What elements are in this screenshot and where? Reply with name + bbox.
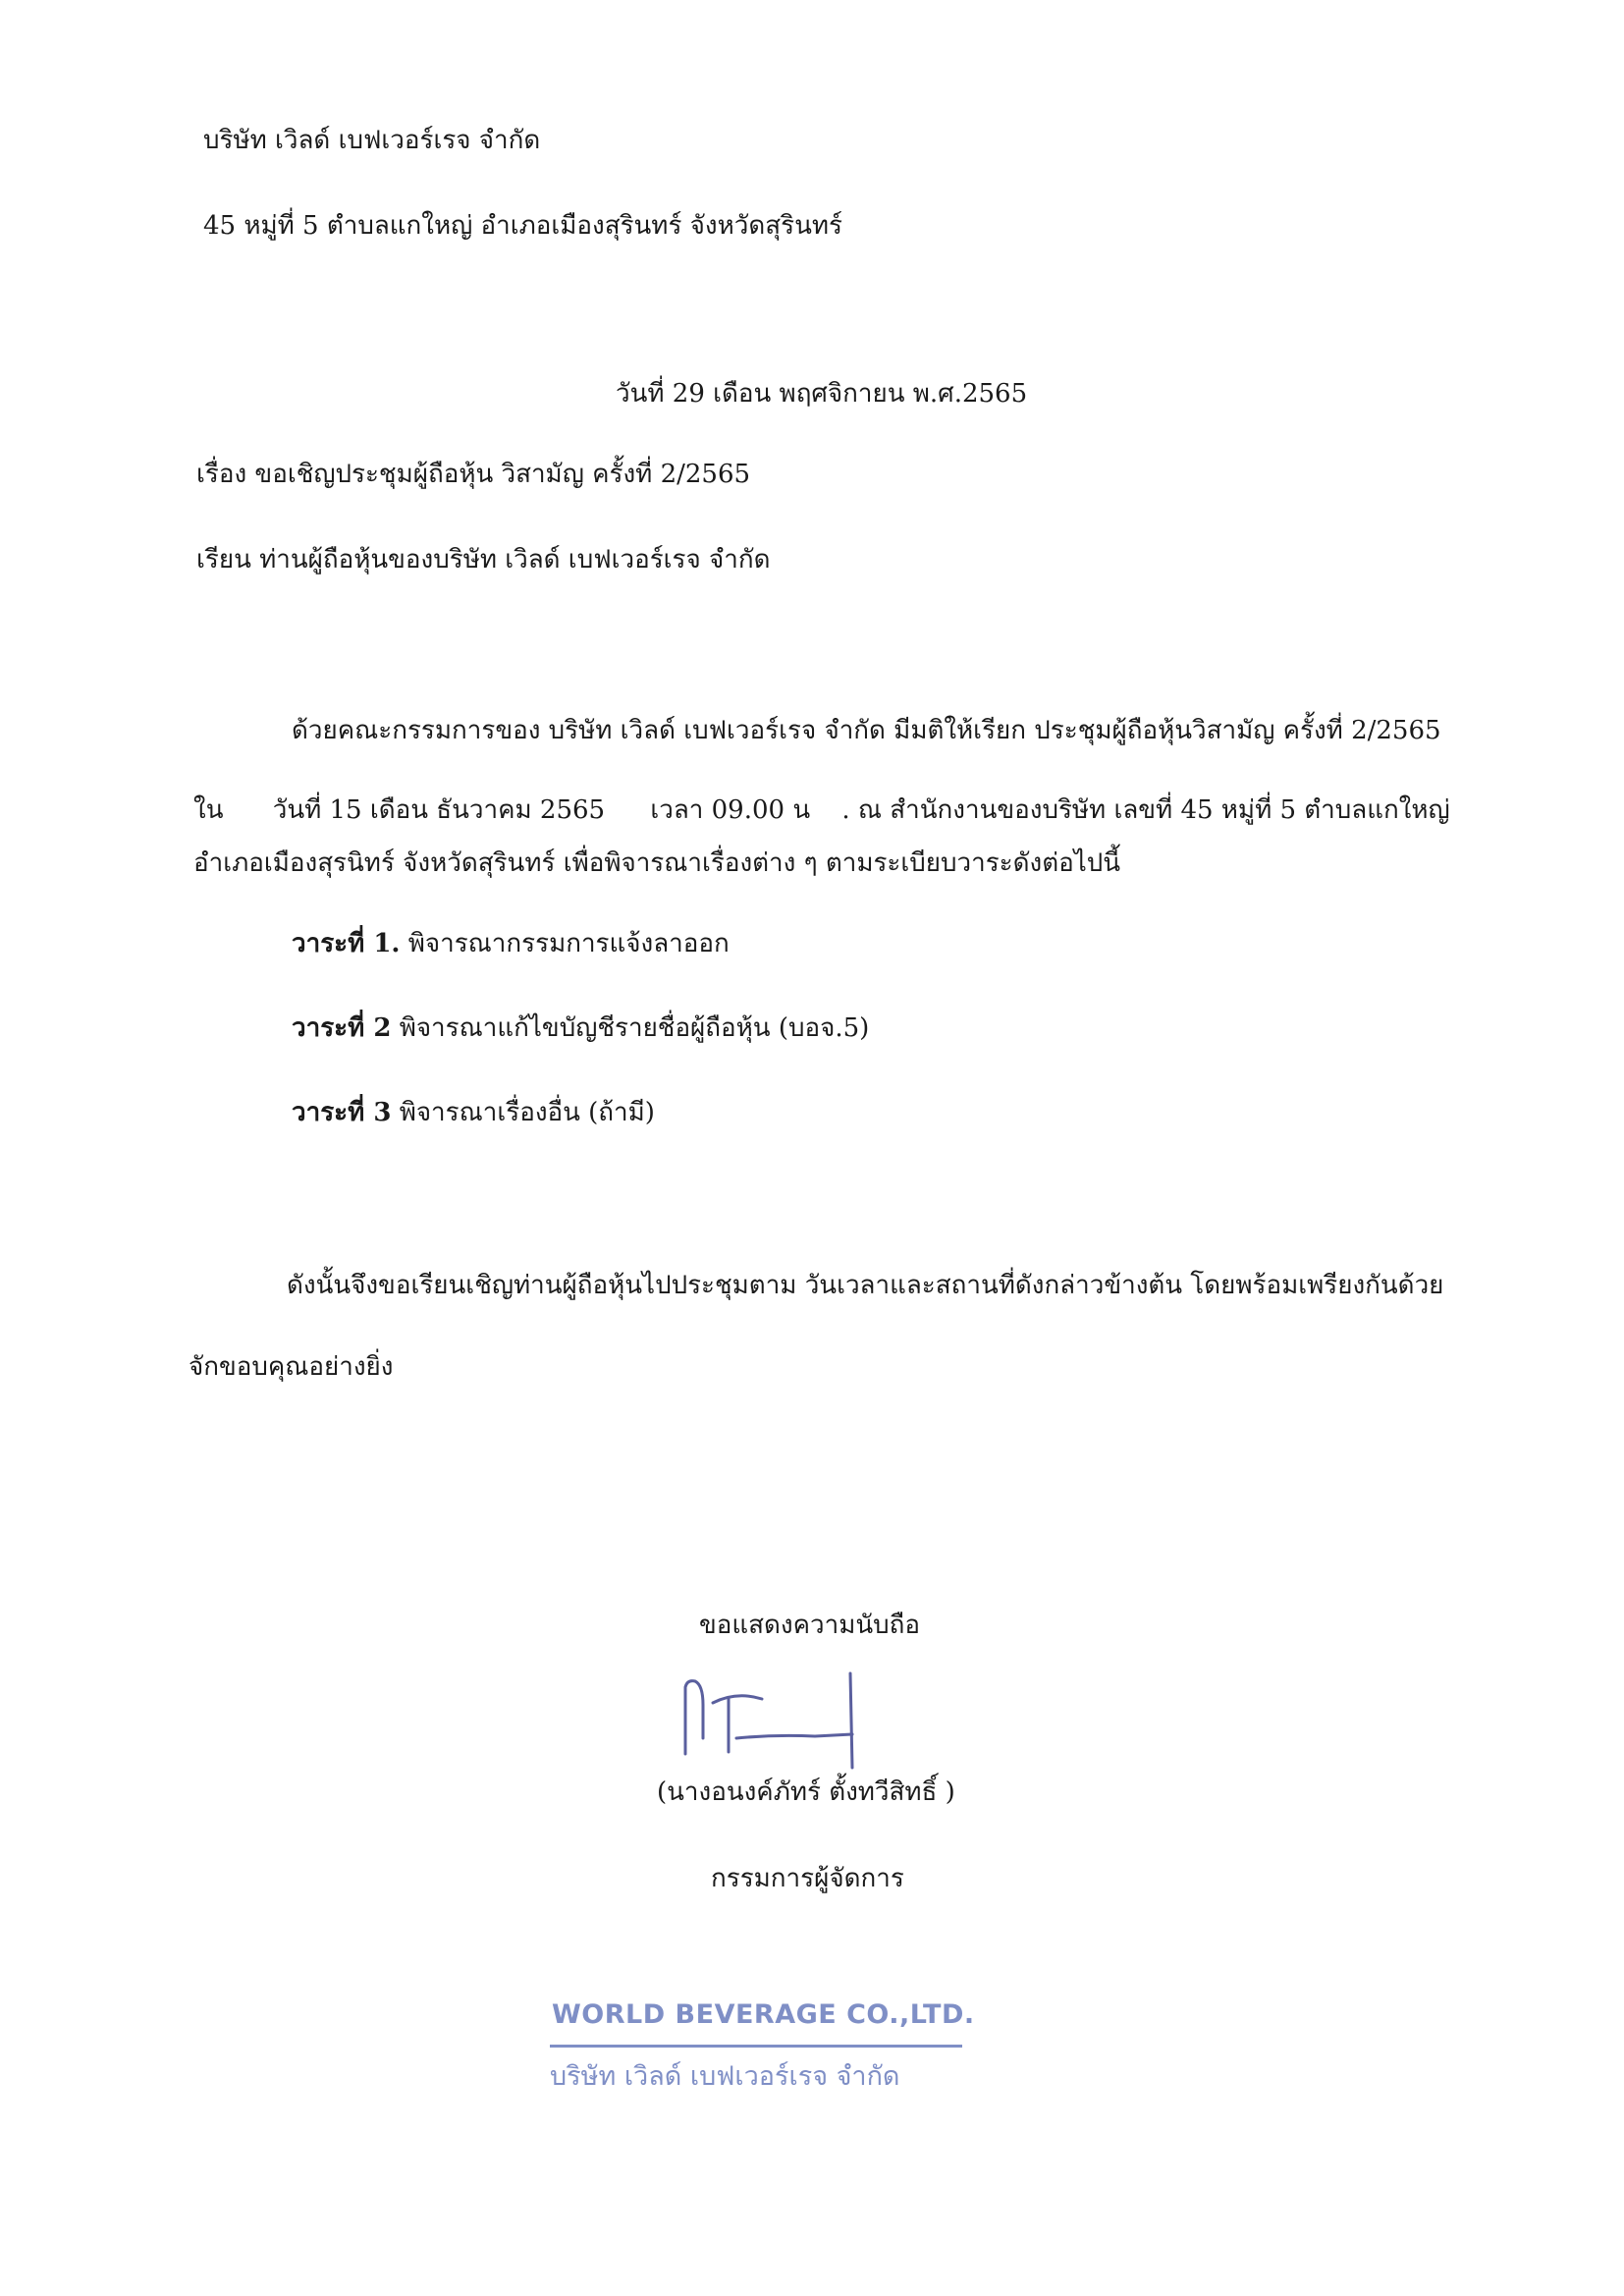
stamp-divider <box>550 2045 962 2048</box>
signatory-name: (นางอนงค์ภัทร์ ตั้งทวีสิทธิ์ ) <box>657 1777 955 1807</box>
agenda-item <box>292 927 730 960</box>
agenda-label: วาระที่ 2 <box>292 1013 392 1043</box>
stamp-name-th: บริษัท เวิลด์ เบฟเวอร์เรจ จำกัด <box>550 2061 900 2092</box>
regards: ขอแสดงความนับถือ <box>699 1611 920 1640</box>
date-line: วันที่ 29 เดือน พฤศจิกายน พ.ศ.2565 <box>616 379 1028 409</box>
agenda-item <box>292 1096 655 1129</box>
body-paragraph-line-1: ด้วยคณะกรรมการของ บริษัท เวิลด์ เบฟเวอร์เรจ จำกัด มีมติให้เรียก ประชุมผู้ถือหุ้นวิสามัญ ครั้งที่ 2/2565 <box>292 716 1441 745</box>
closing-line-1: ดังนั้นจึงขอเรียนเชิญท่านผู้ถือหุ้นไปประชุมตาม วันเวลาและสถานที่ดังกล่าวข้างต้น โดยพร้อมเพรียงกันด้วย <box>287 1271 1444 1300</box>
body-paragraph-line-2 <box>193 793 1450 827</box>
subject-line: เรื่อง ขอเชิญประชุมผู้ถือหุ้น วิสามัญ ครั้งที่ 2/2565 <box>196 460 751 489</box>
agenda-label: วาระที่ 3 <box>292 1098 392 1127</box>
meeting-place: . ณ สำนักงานของบริษัท เลขที่ 45 หมู่ที่ 5 ตำบลแกใหญ่ <box>841 795 1450 825</box>
meeting-time: เวลา 09.00 น <box>650 795 811 825</box>
agenda-text: พิจารณาแก้ไขบัญชีรายชื่อผู้ถือหุ้น (บอจ.5) <box>399 1013 870 1043</box>
stamp-name-en: WORLD BEVERAGE CO.,LTD. <box>552 1999 975 2030</box>
signatory-position: กรรมการผู้จัดการ <box>711 1864 904 1893</box>
signature-icon <box>677 1669 874 1777</box>
body-paragraph-line-3: อำเภอเมืองสุรนิทร์ จังหวัดสุรินทร์ เพื่อพิจารณาเรื่องต่าง ๆ ตามระเบียบวาระดังต่อไปนี้ <box>193 848 1121 878</box>
sender-address: 45 หมู่ที่ 5 ตำบลแกใหญ่ อำเภอเมืองสุรินทร์ จังหวัดสุรินทร์ <box>203 211 842 241</box>
body-line-2-in: ใน <box>193 795 224 825</box>
agenda-text: พิจารณากรรมการแจ้งลาออก <box>407 929 730 958</box>
addressee-line: เรียน ท่านผู้ถือหุ้นของบริษัท เวิลด์ เบฟเวอร์เรจ จำกัด <box>196 545 771 574</box>
meeting-date: วันที่ 15 เดือน ธันวาคม 2565 <box>272 795 606 825</box>
agenda-label: วาระที่ 1. <box>292 929 401 958</box>
sender-company: บริษัท เวิลด์ เบฟเวอร์เรจ จำกัด <box>203 126 541 155</box>
closing-line-2: จักขอบคุณอย่างยิ่ง <box>189 1352 394 1382</box>
agenda-item <box>292 1011 869 1045</box>
agenda-text: พิจารณาเรื่องอื่น (ถ้ามี) <box>399 1098 655 1127</box>
